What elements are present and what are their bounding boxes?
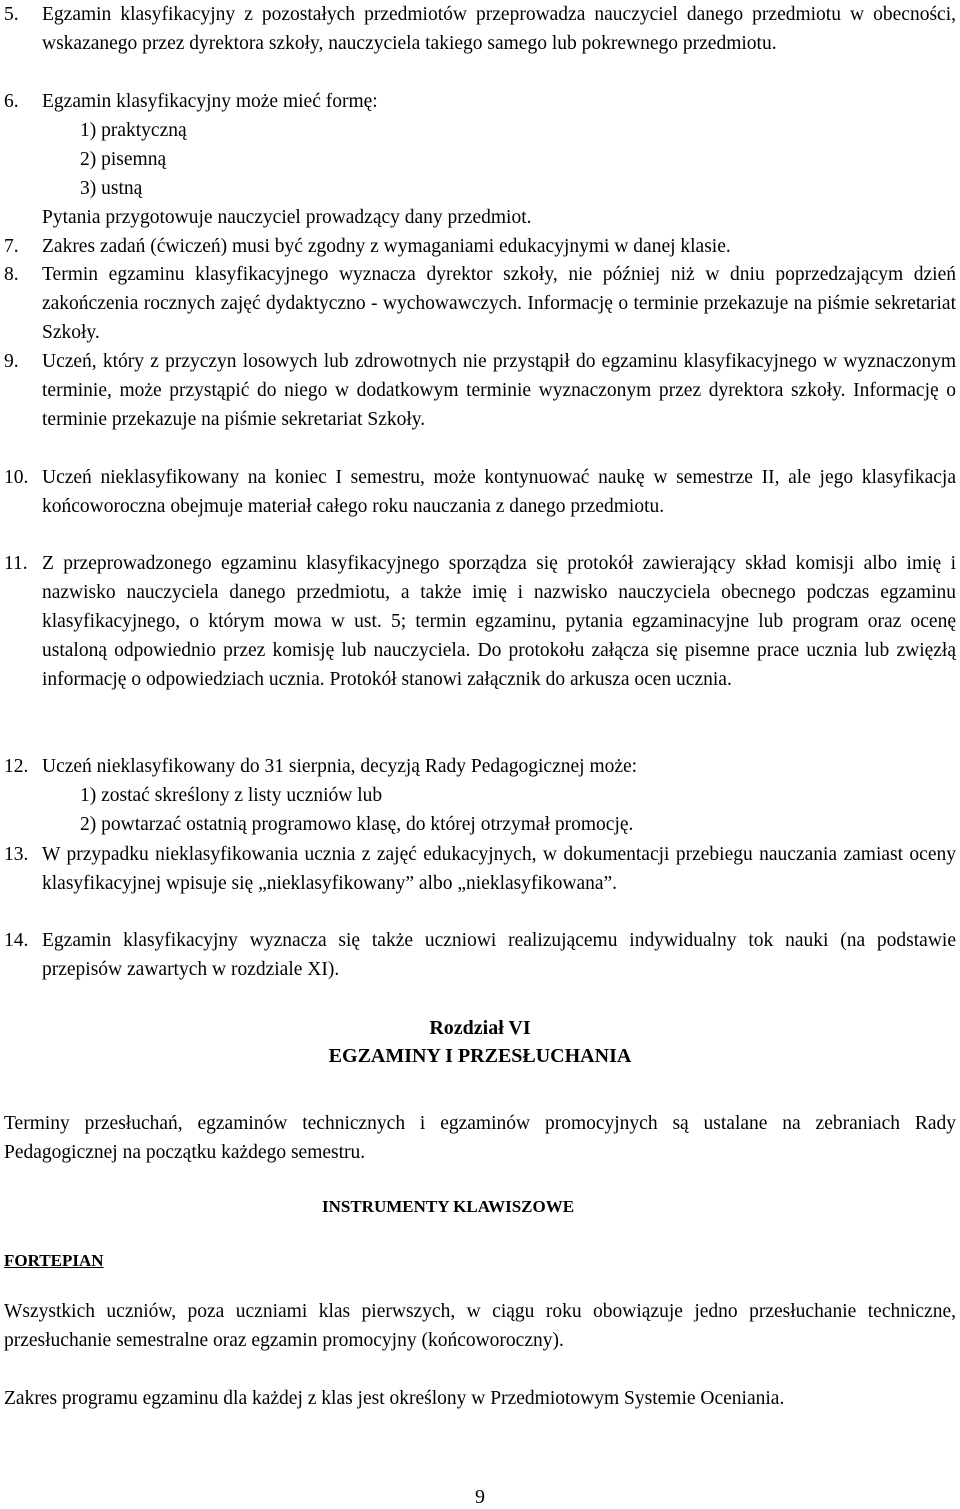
list-item — [4, 232, 956, 261]
item-text: Egzamin klasyfikacyjny wyznacza się także uczniowi realizującemu indywidualny tok nauki (na podstawie przepisów zawartych w rozdziale XI). — [42, 930, 956, 980]
item-after-text: Pytania przygotowuje nauczyciel prowadzący dany przedmiot. — [42, 207, 532, 228]
item-text: Egzamin klasyfikacyjny z pozostałych przedmiotów przeprowadza nauczyciel danego przedmiotu w obecności, wskazanego przez dyrektora szkoły, nauczyciela takiego samego lub pokrewnego przedmiotu. — [42, 4, 956, 54]
sub-item: 1) praktyczną — [80, 120, 187, 141]
intro-paragraph: Terminy przesłuchań, egzaminów technicznych i egzaminów promocyjnych są ustalane na zebraniach Rady Pedagogicznej na początku każdego semestru. — [4, 1113, 956, 1163]
chapter-label: Rozdział VI — [429, 1017, 531, 1039]
list-item — [4, 87, 956, 232]
item-number: 7. — [4, 236, 19, 257]
sub-item: 2) powtarzać ostatnią programowo klasę, do której otrzymał promocję. — [80, 814, 634, 835]
item-number: 5. — [4, 4, 19, 25]
item-text: Zakres zadań (ćwiczeń) musi być zgodny z wymaganiami edukacyjnymi w danej klasie. — [42, 236, 731, 257]
list-item — [4, 752, 956, 839]
list-item — [4, 549, 956, 694]
item-number: 9. — [4, 351, 19, 372]
body-paragraph: Zakres programu egzaminu dla każdej z klas jest określony w Przedmiotowym Systemie Oceniania. — [4, 1388, 785, 1409]
item-text: Egzamin klasyfikacyjny może mieć formę: — [42, 91, 378, 112]
list-item — [4, 840, 956, 898]
list-item — [4, 0, 956, 58]
item-text: Z przeprowadzonego egzaminu klasyfikacyjnego sporządza się protokół zawierający skład komisji albo imię i nazwisko nauczyciela danego przedmiotu, a także imię i nazwisko nauczyciela obecnego podczas egzaminu klasyfikacyjnego, o którym mowa w ust. 5; termin egzaminu, pytania egzaminacyjne lub program oraz ocenę ustaloną odpowiednio przez komisję lub nauczyciela. Do protokołu załącza się pisemne prace ucznia lub zwięzłą informację o odpowiedziach ucznia. Protokół stanowi załącznik do arkusza ocen ucznia. — [42, 553, 956, 690]
chapter-title: EGZAMINY I PRZESŁUCHANIA — [328, 1045, 632, 1067]
list-item — [4, 926, 956, 984]
page-number: 9 — [475, 1486, 485, 1508]
item-text: Uczeń nieklasyfikowany do 31 sierpnia, decyzją Rady Pedagogicznej może: — [42, 756, 638, 777]
item-number: 14. — [4, 930, 29, 951]
item-number: 12. — [4, 756, 29, 777]
sub-item: 1) zostać skreślony z listy uczniów lub — [80, 785, 383, 806]
section-title: INSTRUMENTY KLAWISZOWE — [322, 1197, 575, 1216]
item-number: 8. — [4, 264, 19, 285]
item-text: Uczeń nieklasyfikowany na koniec I semestru, może kontynuować naukę w semestrze II, ale jego klasyfikacja końcoworoczna obejmuje materiał całego roku nauczania z danego przedmiotu. — [42, 467, 956, 517]
item-number: 6. — [4, 91, 19, 112]
item-number: 10. — [4, 467, 29, 488]
list-item — [4, 347, 956, 434]
item-number: 11. — [4, 553, 28, 574]
list-item — [4, 463, 956, 521]
sub-item: 2) pisemną — [80, 149, 167, 170]
subsection-title: FORTEPIAN — [4, 1251, 104, 1270]
item-text: W przypadku nieklasyfikowania ucznia z zajęć edukacyjnych, w dokumentacji przebiegu nauczania zamiast oceny klasyfikacyjnej wpisuje się „nieklasyfikowany” albo „nieklasyfikowana”. — [42, 844, 956, 894]
list-item — [4, 260, 956, 347]
item-number: 13. — [4, 844, 29, 865]
item-text: Termin egzaminu klasyfikacyjnego wyznacza dyrektor szkoły, nie później niż w dniu poprzedzającym dzień zakończenia rocznych zajęć dydaktyczno - wychowawczych. Informację o terminie przekazuje na piśmie sekretariat Szkoły. — [42, 264, 956, 343]
body-paragraph: Wszystkich uczniów, poza uczniami klas pierwszych, w ciągu roku obowiązuje jedno przesłuchanie techniczne, przesłuchanie semestralne oraz egzamin promocyjny (końcoworoczny). — [4, 1301, 956, 1351]
item-text: Uczeń, który z przyczyn losowych lub zdrowotnych nie przystąpił do egzaminu klasyfikacyjnego w wyznaczonym terminie, może przystąpić do niego w dodatkowym terminie wyznaczonym przez dyrektora szkoły. Informację o terminie przekazuje na piśmie sekretariat Szkoły. — [42, 351, 956, 430]
sub-item: 3) ustną — [80, 178, 143, 199]
